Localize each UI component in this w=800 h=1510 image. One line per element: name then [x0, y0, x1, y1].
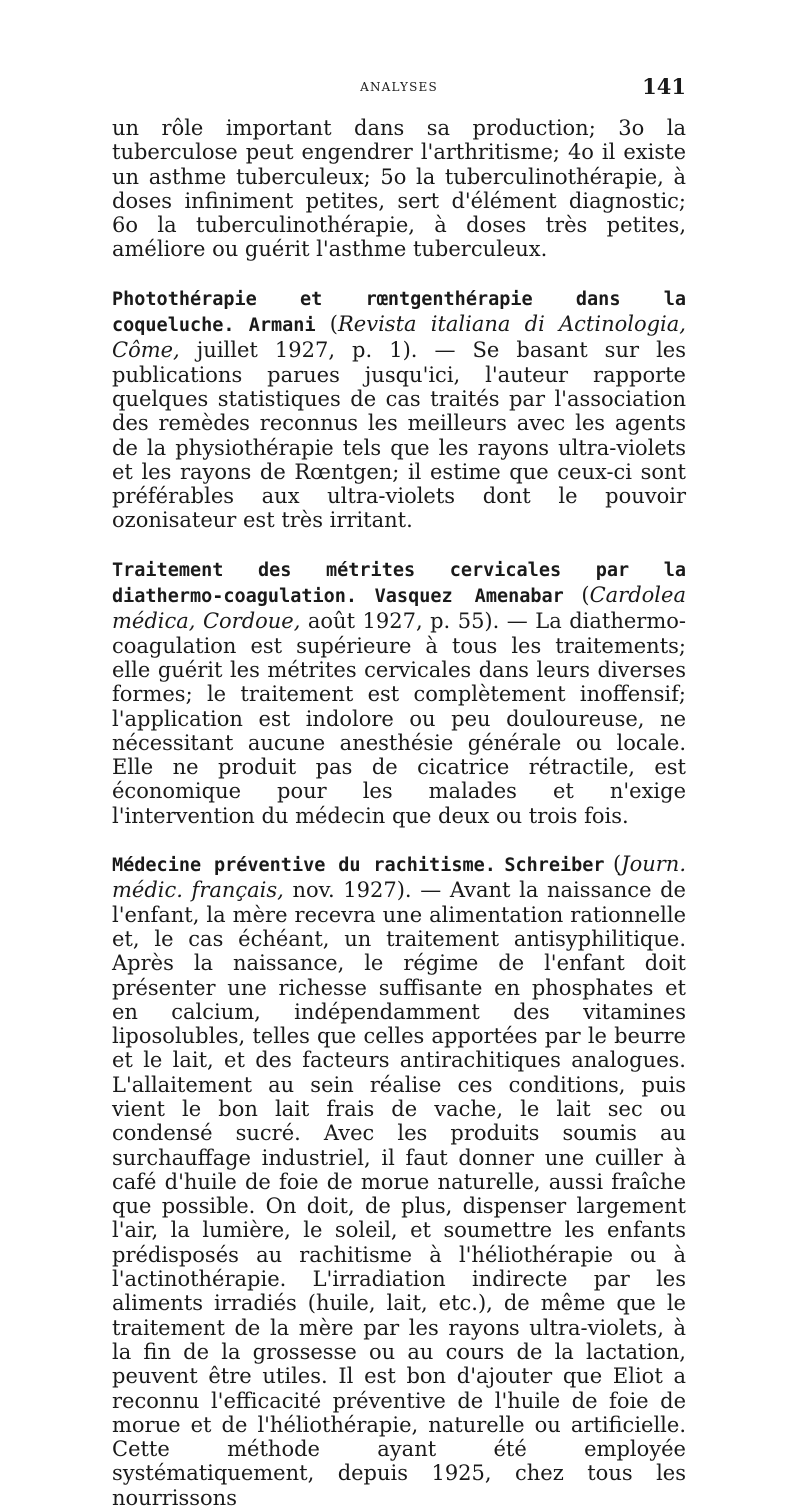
page-number: 141: [642, 74, 686, 99]
article-heading: Traitement des métrites cervicales par la diathermo-coagulation.: [112, 559, 686, 608]
article-author: Armani: [248, 315, 316, 337]
article-author: Vasquez Amenabar: [374, 586, 564, 608]
article-text: — Avant la naissance de l'enfant, la mère recevra une alimentation rationnelle et, le cas échéant, un traitement antisyphilitique. Après la naissance, le régime de l'enfant doit présenter une richesse suffisante en phosphates et en calcium, indépendamment des vitamines liposolubles, telles que celles apportées par le beurre et le lait, et des facteurs antirachitiques analogues. L'allaitement au sein réalise ces conditions, puis vient le bon lait frais de vache, le lait sec ou condensé sucré. Avec les produits soumis au surchauffage industriel, il faut donner une cuiller à café d'huile de foie de morue naturelle, aussi fraîche que possible. On doit, de plus, dispenser largement l'air, la lumière, le soleil, et soumettre les enfants prédisposés au rachitisme à l'héliothérapie ou à l'actinothérapie. L'irradiation indirecte par les aliments irradiés (huile, lait, etc.), de même que le traitement de la mère par les rayons ultra-violets, à la fin de la grossesse ou au cours de la lactation, peuvent être utiles. Il est bon d'ajouter que Eliot a reconnu l'efficacité préventive de l'huile de foie de morue et de l'héliothérapie, naturelle ou artificielle. Cette méthode ayant été employée systématiquement, depuis 1925, chez tous les nourrissons: [112, 878, 686, 1510]
article-citation: juillet 1927, p. 1).: [179, 338, 418, 363]
running-title: ANALYSES: [360, 80, 438, 94]
article-text: — Se basant sur les publications parues jusqu'ici, l'auteur rapporte quelques statistiques de cas traités par l'association des remèdes reconnus les meilleurs avec les agents de la physiothérapie tels que les rayons ultra-violets et les rayons de Rœntgen; il estime que ceux-ci sont préférables aux ultra-violets dont le pouvoir ozonisateur est très irritant.: [112, 338, 686, 533]
intro-paragraph: un rôle important dans sa production; 3o la tuberculose peut engendrer l'arthritisme; 4o il existe un asthme tuberculeux; 5o la tuberculinothérapie, à doses infiniment petites, sert d'élément diagnostic; 6o la tuberculinothérapie, à doses très petites, améliore ou guérit l'asthme tuberculeux.: [112, 116, 686, 262]
article-source: Cardolea médica, Cordoue,: [112, 583, 686, 634]
article-phototherapie: [112, 286, 686, 533]
article-citation: août 1927, p. 55).: [300, 609, 500, 634]
article-metrites: [112, 557, 686, 828]
article-source: Journ. médic. français,: [112, 852, 686, 903]
article-heading: Médecine préventive du rachitisme.: [112, 855, 496, 877]
body-text: [112, 116, 686, 1510]
article-source: Revista italiana di Actinologia, Côme,: [112, 312, 686, 363]
article-rachitisme: [112, 852, 686, 1510]
page-header: [112, 74, 686, 104]
article-text: — La diathermo-coagulation est supérieure à tous les traitements; elle guérit les métrites cervicales dans leurs diverses formes; le traitement est complètement inoffensif; l'application est indolore ou peu douloureuse, ne nécessitant aucune anesthésie générale ou locale. Elle ne produit pas de cicatrice rétractile, est économique pour les malades et n'exige l'intervention du médecin que deux ou trois fois.: [112, 609, 686, 828]
source-open: (: [315, 312, 338, 337]
article-author: Schreiber: [504, 855, 605, 877]
article-citation: nov. 1927).: [283, 878, 412, 903]
source-open: (: [604, 852, 622, 877]
source-open: (: [563, 583, 590, 608]
article-heading: Photothérapie et rœntgenthérapie dans la coqueluche.: [112, 288, 686, 337]
